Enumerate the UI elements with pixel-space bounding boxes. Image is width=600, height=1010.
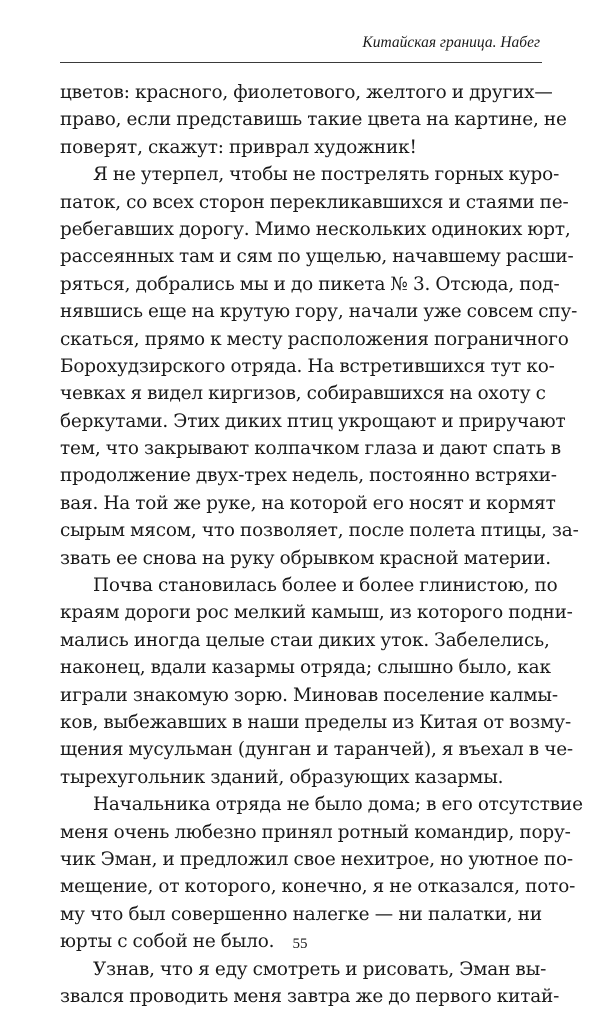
text-line: юрты с собой не было.: [60, 928, 542, 955]
text-line: Узнав, что я еду смотреть и рисовать, Эман вы-: [60, 956, 542, 983]
text-line: ряться, добрались мы и до пикета № 3. Отсюда, под-: [60, 271, 542, 298]
text-line: продолжение двух-трех недель, постоянно встряхи-: [60, 462, 542, 489]
text-line: меня очень любезно принял ротный командир, пору-: [60, 819, 542, 846]
text-line: поверят, скажут: приврал художник!: [60, 134, 542, 161]
page-number: 55: [0, 935, 600, 953]
text-line: наконец, вдали казармы отряда; слышно было, как: [60, 654, 542, 681]
page-body: [60, 79, 542, 1010]
text-line: звать ее снова на руку обрывком красной материи.: [60, 545, 542, 572]
text-line: Начальника отряда не было дома; в его отсутствие: [60, 791, 542, 818]
text-line: Борохудзирского отряда. На встретившихся тут ко-: [60, 353, 542, 380]
text-line: чевках я видел киргизов, собиравшихся на охоту с: [60, 380, 542, 407]
text-line: цветов: красного, фиолетового, желтого и других—: [60, 79, 542, 106]
text-line: беркутами. Этих диких птиц укрощают и приручают: [60, 408, 542, 435]
paragraph: [60, 956, 542, 1010]
paragraph: [60, 161, 542, 572]
text-line: ков, выбежавших в наши пределы из Китая от возму-: [60, 709, 542, 736]
text-line: тырехугольник зданий, образующих казармы.: [60, 764, 542, 791]
text-line: ребегавших дорогу. Мимо нескольких одиноких юрт,: [60, 216, 542, 243]
text-line: Почва становилась более и более глинистою, по: [60, 572, 542, 599]
text-line: паток, со всех сторон перекликавшихся и стаями пе-: [60, 189, 542, 216]
text-line: право, если представишь такие цвета на картине, не: [60, 106, 542, 133]
text-line: рассеянных там и сям по ущелью, начавшему расши-: [60, 243, 542, 270]
paragraph: [60, 791, 542, 955]
text-line: му что был совершенно налегке — ни палатки, ни: [60, 901, 542, 928]
text-line: мались иногда целые стаи диких уток. Забелелись,: [60, 627, 542, 654]
paragraph: [60, 79, 542, 161]
text-line: краям дороги рос мелкий камыш, из которого подни-: [60, 599, 542, 626]
text-line: играли знакомую зорю. Миновав поселение калмы-: [60, 682, 542, 709]
text-line: Я не утерпел, чтобы не пострелять горных куро-: [60, 161, 542, 188]
text-line: скаться, прямо к месту расположения пограничного: [60, 326, 542, 353]
text-line: тем, что закрывают колпачком глаза и дают спать в: [60, 435, 542, 462]
text-line: нявшись еще на крутую гору, начали уже совсем спу-: [60, 298, 542, 325]
text-line: сырым мясом, что позволяет, после полета птицы, за-: [60, 517, 542, 544]
text-line: мещение, от которого, конечно, я не отказался, пото-: [60, 873, 542, 900]
text-line: вая. На той же руке, на которой его носят и кормят: [60, 490, 542, 517]
header-rule: [60, 62, 542, 63]
text-line: чик Эман, и предложил свое нехитрое, но уютное по-: [60, 846, 542, 873]
paragraph: [60, 572, 542, 791]
text-line: щения мусульман (дунган и таранчей), я въехал в че-: [60, 736, 542, 763]
running-head: Китайская граница. Набег: [362, 34, 540, 52]
text-line: звался проводить меня завтра же до первого китай-: [60, 983, 542, 1010]
